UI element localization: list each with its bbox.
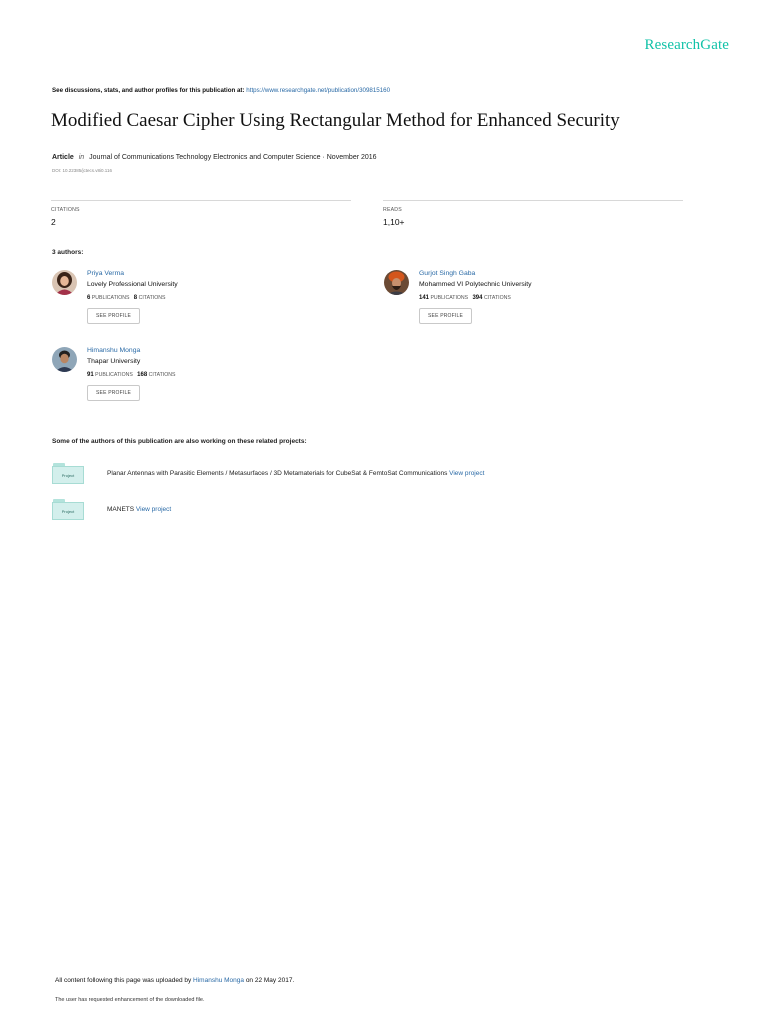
projects-heading: Some of the authors of this publication are also working on these related projects: [52, 438, 307, 445]
uploader-link[interactable]: Himanshu Monga [193, 977, 244, 984]
publications-count: 91 [87, 372, 94, 378]
citations-label: CITATIONS [483, 295, 511, 301]
publications-count: 6 [87, 295, 91, 301]
citations-count: 8 [133, 295, 138, 301]
view-project-link[interactable]: View project [449, 470, 485, 477]
reads-stat [383, 200, 683, 227]
in-word: in [78, 154, 85, 161]
uploaded-note [55, 977, 294, 984]
reads-value: 1,10+ [383, 217, 405, 227]
citations-label: CITATIONS [138, 295, 166, 301]
publication-url-link[interactable]: https://www.researchgate.net/publication/309815160 [246, 87, 391, 94]
author-institution: Thapar University [87, 358, 141, 365]
author-institution: Mohammed VI Polytechnic University [419, 281, 532, 288]
avatar[interactable] [52, 270, 77, 295]
citations-label: CITATIONS [51, 207, 80, 213]
see-profile-button[interactable]: SEE PROFILE [87, 385, 140, 401]
author-name[interactable]: Himanshu Monga [87, 347, 141, 354]
author-stats [87, 372, 347, 378]
project-item [52, 463, 692, 485]
discussions-prefix: See discussions, stats, and author profiles for this publication at: [52, 87, 245, 94]
publication-title: Modified Caesar Cipher Using Rectangular Method for Enhanced Security [51, 110, 620, 131]
uploaded-suffix: on 22 May 2017. [245, 977, 295, 984]
project-item [52, 499, 692, 521]
avatar[interactable] [52, 347, 77, 372]
see-profile-button[interactable]: SEE PROFILE [419, 308, 472, 324]
project-title: MANETS [107, 506, 135, 513]
author-institution: Lovely Professional University [87, 281, 178, 288]
researchgate-logo[interactable]: ResearchGate [644, 37, 729, 53]
publication-meta [52, 154, 377, 161]
avatar[interactable] [384, 270, 409, 295]
author-stats [419, 295, 679, 301]
project-folder-label: Project [61, 473, 75, 478]
uploaded-prefix: All content following this page was uploaded by [55, 977, 192, 984]
publications-label: PUBLICATIONS [95, 372, 133, 378]
project-folder-icon[interactable] [52, 499, 84, 521]
citations-label: CITATIONS [148, 372, 176, 378]
publication-type: Article [52, 154, 74, 161]
journal-date: Journal of Communications Technology Electronics and Computer Science · November 2016 [89, 154, 377, 161]
view-project-link[interactable]: View project [135, 506, 172, 513]
author-name[interactable]: Gurjot Singh Gaba [419, 270, 476, 277]
see-profile-button[interactable]: SEE PROFILE [87, 308, 140, 324]
publications-label: PUBLICATIONS [91, 295, 130, 301]
citations-stat [51, 200, 351, 227]
citations-value: 2 [51, 217, 56, 227]
doi: DOI: 10.22385/jctecs.v8i0.116 [52, 168, 112, 173]
project-title: Planar Antennas with Parasitic Elements / Metasurfaces / 3D Metamaterials for CubeSat & FemtoSat Communications [107, 470, 448, 477]
discussions-line [52, 87, 390, 94]
author-name[interactable]: Priya Verma [87, 270, 125, 277]
publications-count: 141 [419, 295, 430, 301]
author-stats [87, 295, 347, 301]
citations-count: 394 [472, 295, 483, 301]
authors-heading: 3 authors: [52, 249, 84, 256]
enhancement-note: The user has requested enhancement of the downloaded file. [55, 997, 205, 1003]
reads-label: READS [383, 207, 402, 213]
project-folder-label: Project [61, 509, 75, 514]
citations-count: 168 [137, 372, 148, 378]
project-text [107, 506, 171, 513]
publications-label: PUBLICATIONS [430, 295, 469, 301]
project-folder-icon[interactable] [52, 463, 84, 485]
project-text [107, 470, 484, 477]
